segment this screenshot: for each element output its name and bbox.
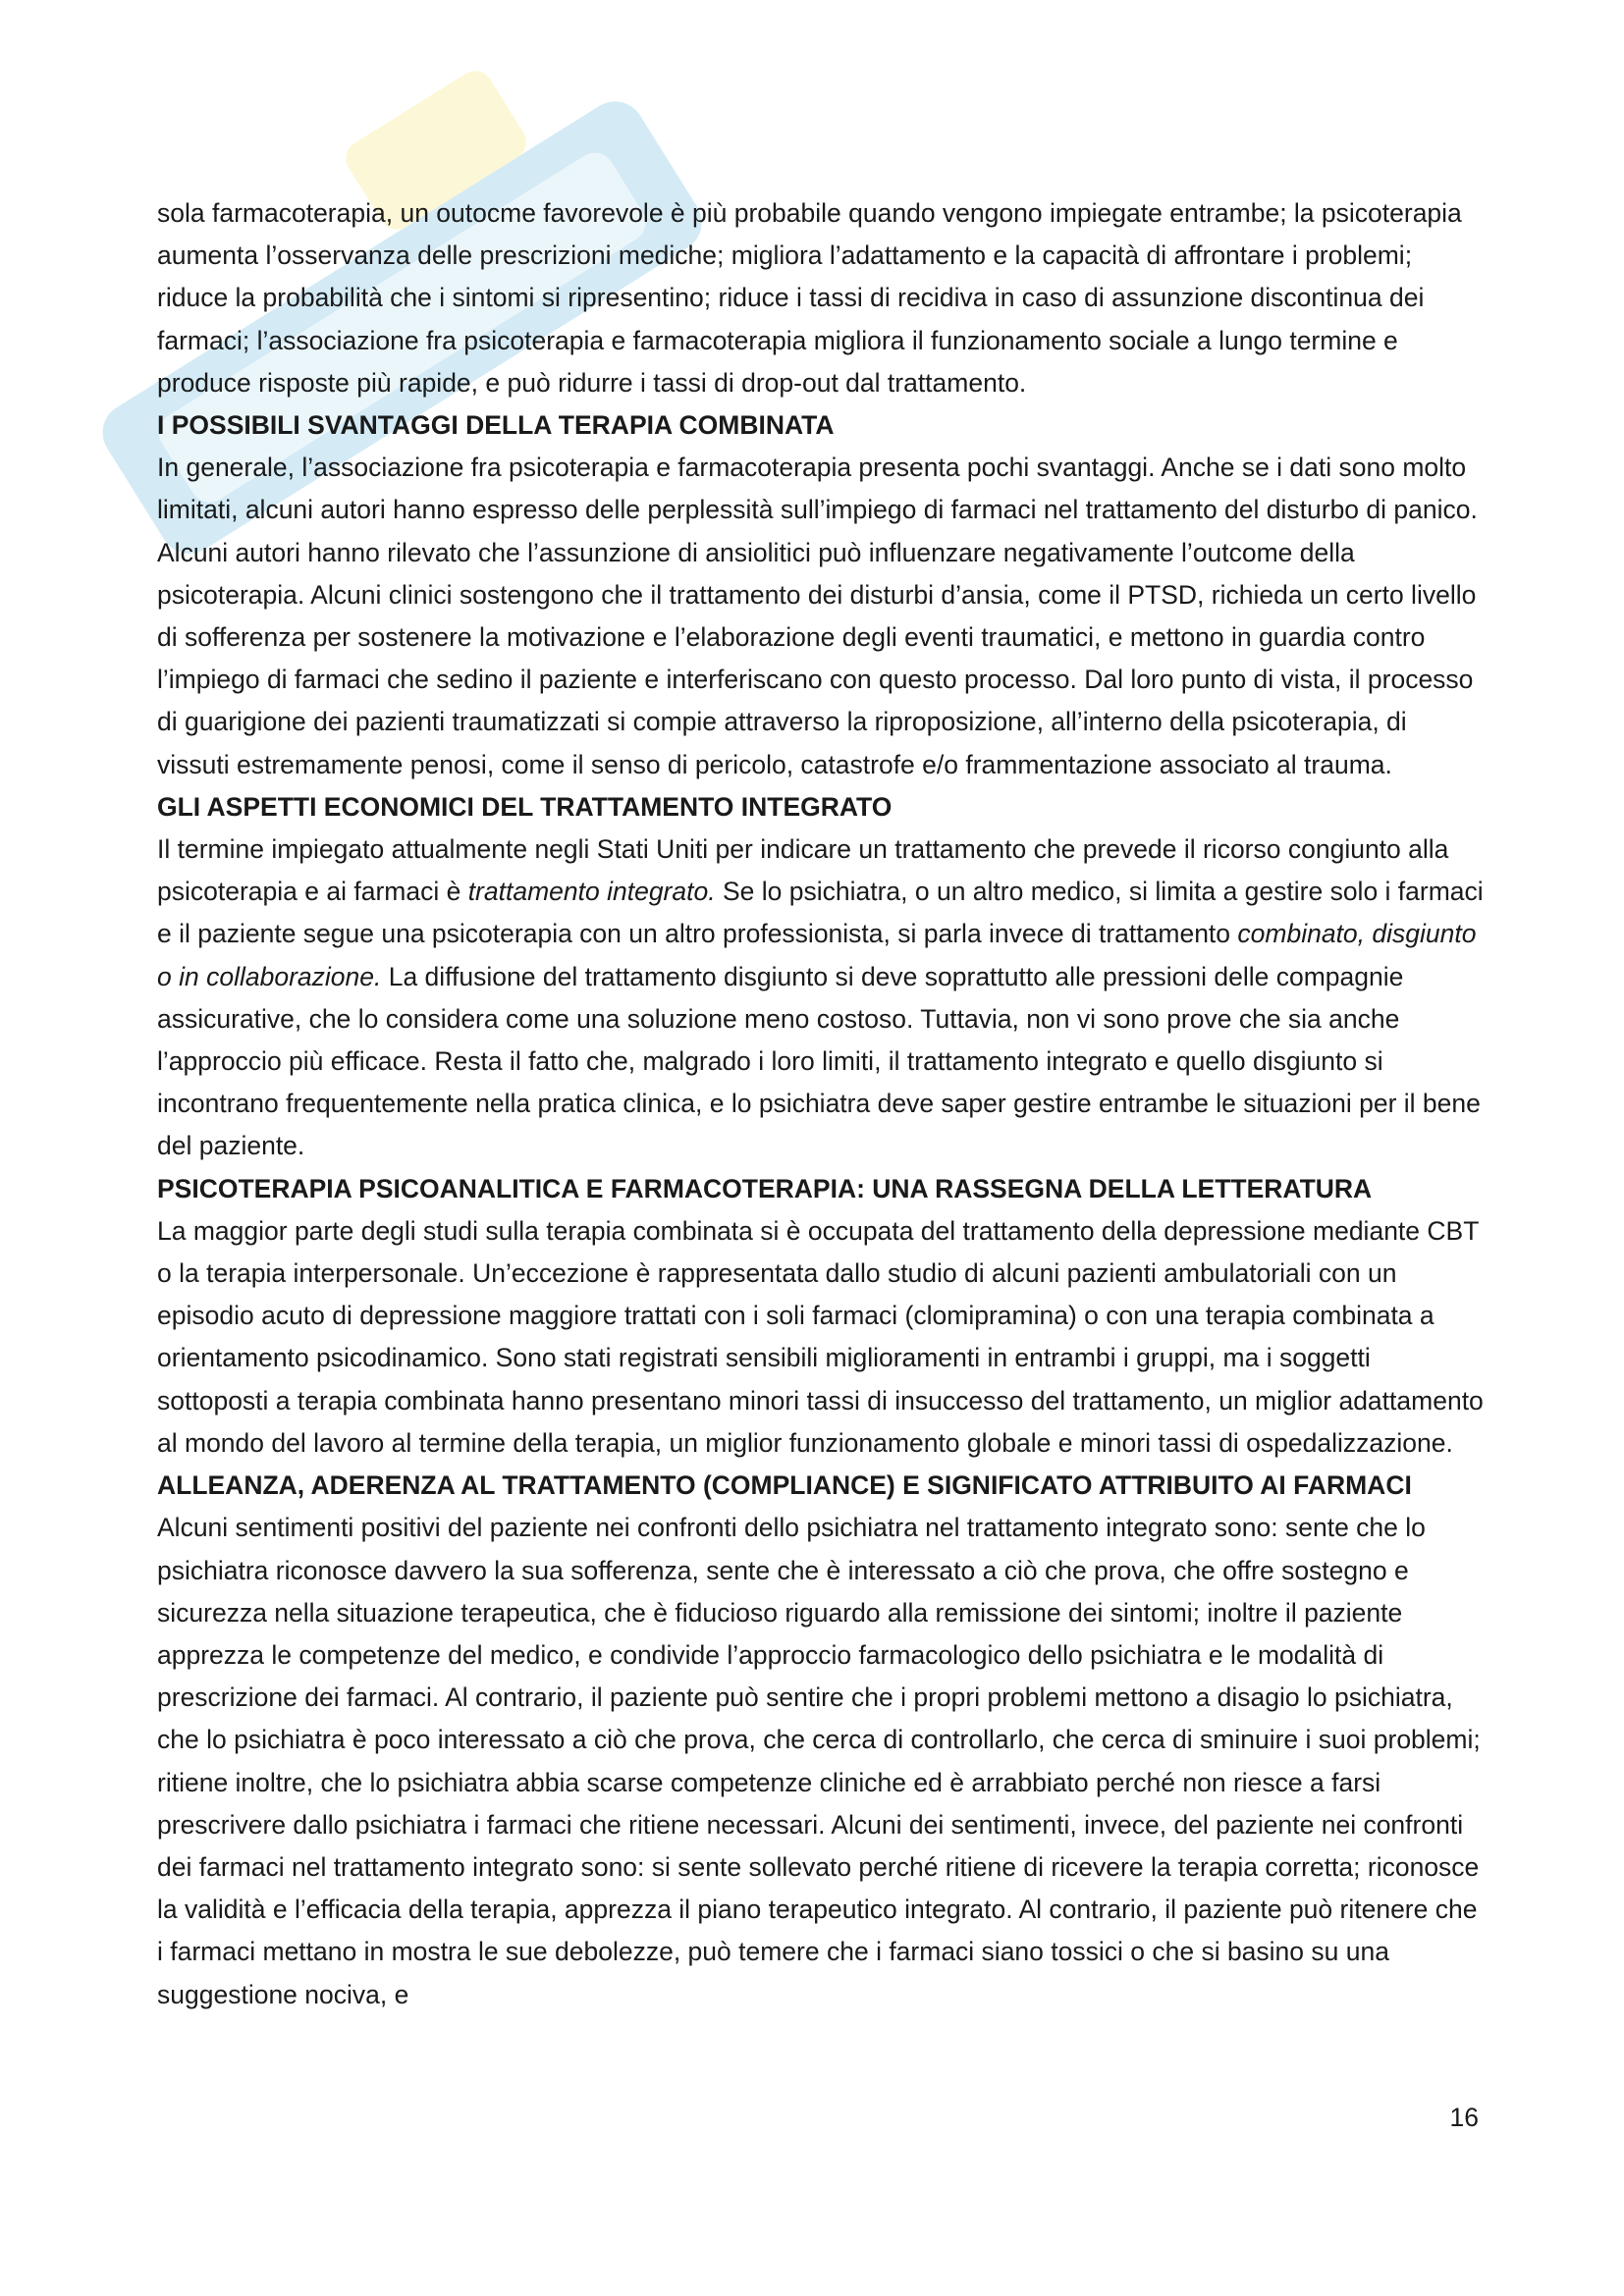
body-paragraph — [157, 828, 1485, 1168]
text-run: sola farmacoterapia, un outocme favorevole è più probabile quando vengono impiegate entrambe; la psicoterapia aumenta l’osservanza delle prescrizioni mediche; migliora l’adattamento e la capacità di affrontare i problemi; riduce la probabilità che i sintomi si ripresentino; riduce i tassi di recidiva in caso di assunzione discontinua dei farmaci; l’associazione fra psicoterapia e farmacoterapia migliora il funzionamento sociale a lungo termine e produce risposte più rapide, e può ridurre i tassi di drop-out dal trattamento. — [157, 198, 1462, 398]
body-paragraph — [157, 192, 1485, 404]
document-body — [157, 192, 1485, 2016]
page-number: 16 — [1449, 2103, 1479, 2132]
text-run: La maggior parte degli studi sulla terapia combinata si è occupata del trattamento della depressione mediante CBT o la terapia interpersonale. Un’eccezione è rappresentata dallo studio di alcuni pazienti ambulatoriali con un episodio acuto di depressione maggiore trattati con i soli farmaci (clomipramina) o con una terapia combinata a orientamento psicodinamico. Sono stati registrati sensibili miglioramenti in entrambi i gruppi, ma i soggetti sottoposti a terapia combinata hanno presentano minori tassi di insuccesso del trattamento, un miglior adattamento al mondo del lavoro al termine della terapia, un miglior funzionamento globale e minori tassi di ospedalizzazione. — [157, 1215, 1484, 1458]
italic-term: trattamento integrato. — [467, 877, 716, 907]
section-heading: I POSSIBILI SVANTAGGI DELLA TERAPIA COMBINATA — [157, 410, 835, 441]
text-run: Alcuni sentimenti positivi del paziente nei confronti dello psichiatra nel trattamento integrato sono: sente che lo psichiatra riconosce davvero la sua sofferenza, sente che è interessato a ciò che prova, che offre sostegno e sicurezza nella situazione terapeutica, che è fiducioso riguardo alla remissione dei sintomi; inoltre il paziente apprezza le competenze del medico, e condivide l’approccio farmacologico dello psichiatra e le modalità di prescrizione dei farmaci. Al contrario, il paziente può sentire che i propri problemi mettono a disagio lo psichiatra, che lo psichiatra è poco interessato a ciò che prova, che cerca di controllarlo, che cerca di sminuire i suoi problemi; ritiene inoltre, che lo psichiatra abbia scarse competenze cliniche ed è arrabbiato perché non riesce a farsi prescrivere dallo psichiatra i farmaci che ritiene necessari. Alcuni dei sentimenti, invece, del paziente nei confronti dei farmaci nel trattamento integrato sono: si sente sollevato perché ritiene di ricevere la terapia corretta; riconosce la validità e l’efficacia della terapia, apprezza il piano terapeutico integrato. Al contrario, il paziente può ritenere che i farmaci mettano in mostra le sue debolezze, può temere che i farmaci siano tossici o che si basino su una suggestione nociva, e — [157, 1513, 1481, 2009]
section-heading: ALLEANZA, ADERENZA AL TRATTAMENTO (COMPLIANCE) E SIGNIFICATO ATTRIBUITO AI FARMACI — [157, 1470, 1412, 1501]
text-run: Il termine impiegato attualmente negli Stati Uniti per indicare un trattamento che prevede il ricorso congiunto alla psicoterapia e ai farmaci è — [157, 834, 1449, 907]
body-paragraph — [157, 1507, 1485, 2015]
body-paragraph — [157, 1210, 1485, 1465]
section-heading: GLI ASPETTI ECONOMICI DEL TRATTAMENTO INTEGRATO — [157, 791, 893, 822]
section-heading: PSICOTERAPIA PSICOANALITICA E FARMACOTERAPIA: UNA RASSEGNA DELLA LETTERATURA — [157, 1173, 1373, 1203]
text-run: La diffusione del trattamento disgiunto si deve soprattutto alle pressioni delle compagnie assicurative, che lo considera come una soluzione meno costoso. Tuttavia, non vi sono prove che sia anche l’approccio più efficace. Resta il fatto che, malgrado i loro limiti, il trattamento integrato e quello disgiunto si incontrano frequentemente nella pratica clinica, e lo psichiatra deve saper gestire entrambe le situazioni per il bene del paziente. — [157, 961, 1481, 1161]
italic-term: combinato, disgiunto o in collaborazione. — [157, 919, 1477, 991]
body-paragraph — [157, 447, 1485, 786]
text-run: Se lo psichiatra, o un altro medico, si limita a gestire solo i farmaci e il paziente segue una psicoterapia con un altro professionista, si parla invece di trattamento — [157, 877, 1484, 949]
text-run: In generale, l’associazione fra psicoterapia e farmacoterapia presenta pochi svantaggi. Anche se i dati sono molto limitati, alcuni autori hanno espresso delle perplessità sull’impiego di farmaci nel trattamento del disturbo di panico. Alcuni autori hanno rilevato che l’assunzione di ansiolitici può influenzare negativamente l’outcome della psicoterapia. Alcuni clinici sostengono che il trattamento dei disturbi d’ansia, come il PTSD, richieda un certo livello di sofferenza per sostenere la motivazione e l’elaborazione degli eventi traumatici, e mettono in guardia contro l’impiego di farmaci che sedino il paziente e interferiscano con questo processo. Dal loro punto di vista, il processo di guarigione dei pazienti traumatizzati si compie attraverso la riproposizione, all’interno della psicoterapia, di vissuti estremamente penosi, come il senso di pericolo, catastrofe e/o frammentazione associato al trauma. — [157, 453, 1478, 779]
